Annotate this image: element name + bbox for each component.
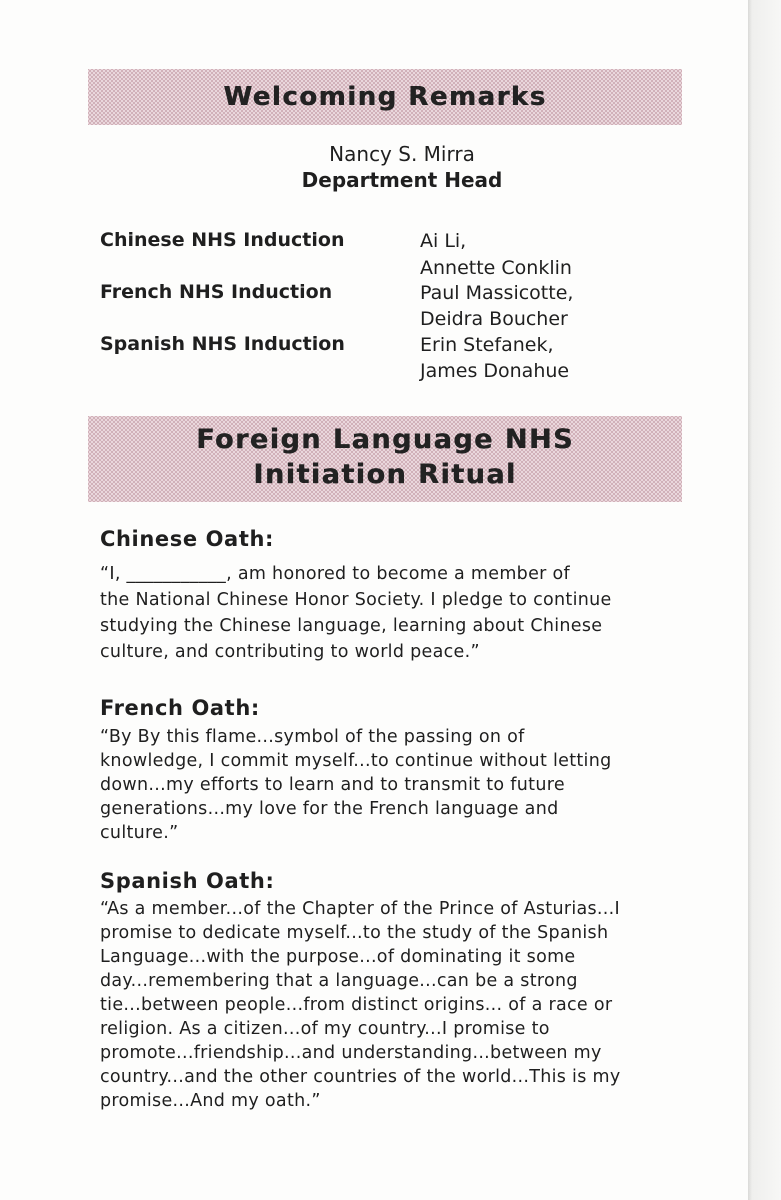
spanish-inductee-1: Erin Stefanek,	[420, 334, 554, 356]
oath-line: the National Chinese Honor Society. I pledge to continue	[100, 590, 612, 610]
chinese-inductee-1: Ai Li,	[420, 230, 467, 252]
chinese-induction-label: Chinese NHS Induction	[100, 229, 345, 251]
oath-line: day...remembering that a language...can be a strong	[100, 971, 578, 991]
french-oath-heading: French Oath:	[100, 696, 260, 720]
oath-line: promise...And my oath.”	[100, 1091, 321, 1111]
spanish-inductee-2: James Donahue	[420, 360, 570, 382]
oath-line: promise to dedicate myself...to the study of the Spanish	[100, 923, 609, 943]
french-inductee-1: Paul Massicotte,	[420, 282, 574, 304]
oath-line: culture, and contributing to world peace.”	[100, 642, 480, 662]
oath-line: knowledge, I commit myself...to continue without letting	[100, 751, 612, 771]
oath-line: “I, ___________, am honored to become a member of	[100, 564, 570, 584]
french-induction-label: French NHS Induction	[100, 281, 333, 303]
oath-line: religion. As a citizen...of my country...I promise to	[100, 1019, 550, 1039]
page-fold	[748, 0, 781, 1200]
speaker-title: Department Head	[301, 168, 503, 192]
welcoming-remarks-banner	[88, 69, 682, 125]
initiation-ritual-banner	[88, 416, 682, 502]
oath-line: generations...my love for the French language and	[100, 799, 559, 819]
french-oath-text	[100, 725, 690, 845]
ritual-heading-line2: Initiation Ritual	[253, 459, 517, 490]
french-inductee-2: Deidra Boucher	[420, 308, 568, 330]
welcoming-remarks-heading: Welcoming Remarks	[223, 82, 547, 112]
spanish-oath-text	[100, 897, 690, 1113]
chinese-oath-text	[100, 561, 690, 665]
oath-line: Language...with the purpose...of dominating it some	[100, 947, 576, 967]
oath-line: country...and the other countries of the world...This is my	[100, 1067, 621, 1087]
ritual-heading-line1: Foreign Language NHS	[196, 424, 574, 455]
oath-line: promote...friendship...and understanding...between my	[100, 1043, 602, 1063]
chinese-inductee-2: Annette Conklin	[420, 257, 572, 279]
oath-line: studying the Chinese language, learning about Chinese	[100, 616, 603, 636]
oath-line: culture.”	[100, 823, 179, 843]
spanish-induction-label: Spanish NHS Induction	[100, 333, 345, 355]
chinese-oath-heading: Chinese Oath:	[100, 527, 275, 551]
oath-line: “By By this flame...symbol of the passing on of	[100, 727, 525, 747]
speaker-name: Nancy S. Mirra	[329, 142, 475, 166]
oath-line: down...my efforts to learn and to transmit to future	[100, 775, 565, 795]
oath-line: tie...between people...from distinct origins... of a race or	[100, 995, 613, 1015]
oath-line: “As a member...of the Chapter of the Prince of Asturias...I	[100, 899, 620, 919]
spanish-oath-heading: Spanish Oath:	[100, 869, 275, 893]
